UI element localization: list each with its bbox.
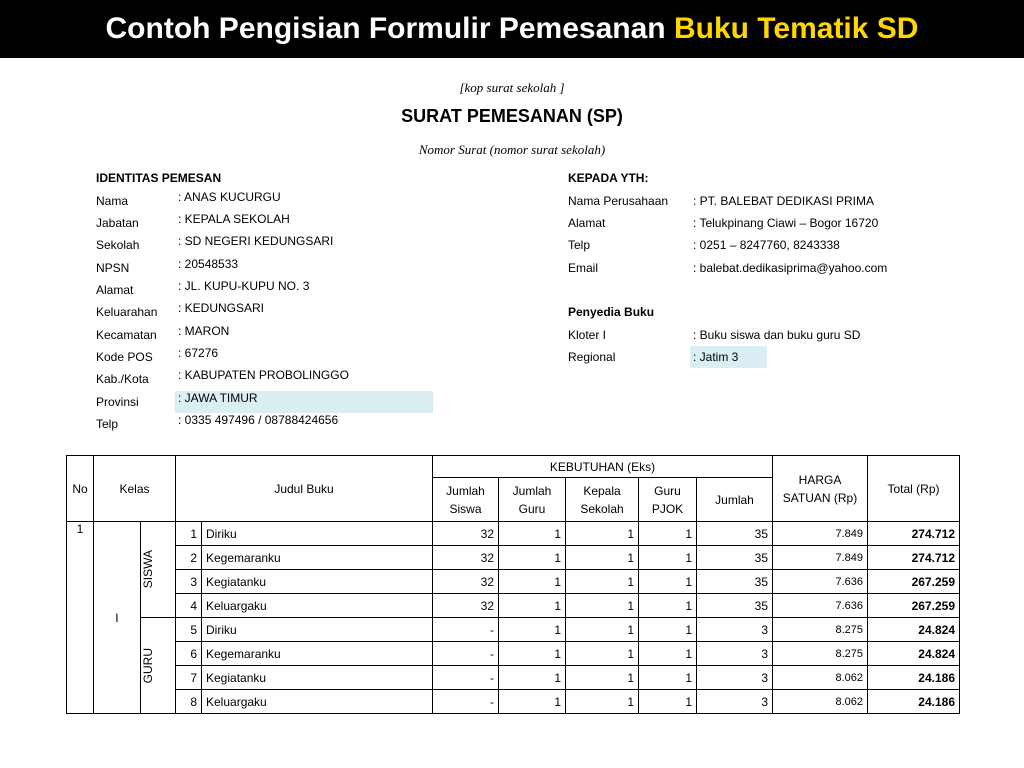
book-title: Kegemaranku — [202, 546, 433, 570]
kepala-sekolah: 1 — [566, 642, 639, 666]
jumlah: 3 — [697, 618, 773, 642]
field-label: Nama — [96, 194, 129, 208]
jumlah: 35 — [697, 522, 773, 546]
book-num: 4 — [176, 594, 202, 618]
jumlah: 3 — [697, 690, 773, 714]
group-cell — [140, 522, 175, 618]
table-row — [67, 594, 960, 618]
jumlah-guru: 1 — [499, 522, 566, 546]
table-row — [67, 570, 960, 594]
book-num: 5 — [176, 618, 202, 642]
field-label: Kab./Kota — [96, 372, 149, 386]
guru-pjok: 1 — [639, 594, 697, 618]
guru-pjok: 1 — [639, 618, 697, 642]
book-num: 6 — [176, 642, 202, 666]
letter-number: Nomor Surat (nomor surat sekolah) — [418, 142, 606, 157]
table-row — [67, 690, 960, 714]
harga-satuan: 7.849 — [773, 546, 868, 570]
jumlah-siswa: - — [433, 690, 499, 714]
jumlah-siswa: 32 — [433, 522, 499, 546]
col-no: No — [67, 456, 94, 522]
jumlah-guru: 1 — [499, 594, 566, 618]
letterhead-placeholder: [kop surat sekolah ] — [459, 80, 565, 95]
field-label: Jabatan — [96, 216, 139, 230]
group-guru: GURU — [140, 647, 155, 684]
col-guru-pjok: Guru PJOK — [639, 478, 697, 522]
col-kelas: Kelas — [94, 456, 176, 522]
book-num: 7 — [176, 666, 202, 690]
field-value: : JAWA TIMUR — [178, 391, 258, 405]
col-kepala-sekolah: Kepala Sekolah — [566, 478, 639, 522]
field-value: : 67276 — [178, 346, 219, 360]
col-jumlah-guru: Jumlah Guru — [499, 478, 566, 522]
jumlah-guru: 1 — [499, 666, 566, 690]
table-row — [67, 666, 960, 690]
jumlah: 3 — [697, 642, 773, 666]
harga-satuan: 7.849 — [773, 522, 868, 546]
field-label: NPSN — [96, 261, 130, 275]
harga-satuan: 7.636 — [773, 594, 868, 618]
field-label: Telp — [568, 238, 591, 252]
total: 24.824 — [868, 618, 960, 642]
book-title: Diriku — [202, 618, 433, 642]
book-num: 8 — [176, 690, 202, 714]
book-title: Kegemaranku — [202, 642, 433, 666]
book-title: Diriku — [202, 522, 433, 546]
guru-pjok: 1 — [639, 666, 697, 690]
field-value: : SD NEGERI KEDUNGSARI — [178, 234, 334, 248]
harga-satuan: 8.275 — [773, 618, 868, 642]
identitas-heading: IDENTITAS PEMESAN — [96, 171, 222, 185]
penyedia-heading: Penyedia Buku — [568, 305, 655, 319]
jumlah: 35 — [697, 594, 773, 618]
field-label: Sekolah — [96, 238, 140, 252]
order-table — [66, 455, 960, 714]
field-value: : 20548533 — [178, 257, 239, 271]
total: 267.259 — [868, 594, 960, 618]
field-value: : PT. BALEBAT DEDIKASI PRIMA — [693, 194, 874, 208]
book-title: Kegiatanku — [202, 666, 433, 690]
table-row — [67, 546, 960, 570]
harga-satuan: 8.062 — [773, 690, 868, 714]
kepala-sekolah: 1 — [566, 666, 639, 690]
jumlah: 35 — [697, 570, 773, 594]
field-value: : balebat.dedikasiprima@yahoo.com — [693, 261, 888, 275]
guru-pjok: 1 — [639, 570, 697, 594]
row-no: 1 — [67, 522, 94, 714]
col-jumlah: Jumlah — [697, 478, 773, 522]
title-highlight: Buku Tematik SD — [673, 12, 919, 45]
book-title: Kegiatanku — [202, 570, 433, 594]
jumlah-guru: 1 — [499, 618, 566, 642]
jumlah-guru: 1 — [499, 690, 566, 714]
jumlah-siswa: - — [433, 642, 499, 666]
jumlah-siswa: - — [433, 618, 499, 642]
field-label: Email — [568, 261, 599, 275]
table-row — [67, 642, 960, 666]
field-label: Regional — [568, 350, 616, 364]
col-total: Total (Rp) — [868, 456, 960, 522]
guru-pjok: 1 — [639, 642, 697, 666]
field-label: Alamat — [568, 216, 606, 230]
field-value: : KEDUNGSARI — [178, 301, 265, 315]
jumlah-guru: 1 — [499, 570, 566, 594]
harga-satuan: 8.275 — [773, 642, 868, 666]
field-value: : Telukpinang Ciawi – Bogor 16720 — [693, 216, 879, 230]
book-title: Keluargaku — [202, 594, 433, 618]
harga-satuan: 7.636 — [773, 570, 868, 594]
total: 24.824 — [868, 642, 960, 666]
letter-title: SURAT PEMESANAN (SP) — [401, 106, 623, 126]
guru-pjok: 1 — [639, 690, 697, 714]
jumlah-guru: 1 — [499, 546, 566, 570]
field-value: : KABUPATEN PROBOLINGGO — [178, 368, 349, 382]
field-label: Keluarahan — [96, 305, 158, 319]
kepada-heading: KEPADA YTH: — [568, 171, 649, 185]
guru-pjok: 1 — [639, 546, 697, 570]
kepala-sekolah: 1 — [566, 570, 639, 594]
field-label: Alamat — [96, 283, 134, 297]
jumlah-siswa: 32 — [433, 570, 499, 594]
jumlah-siswa: - — [433, 666, 499, 690]
group-cell — [140, 618, 175, 714]
book-title: Keluargaku — [202, 690, 433, 714]
kepala-sekolah: 1 — [566, 522, 639, 546]
jumlah-siswa: 32 — [433, 594, 499, 618]
total: 274.712 — [868, 546, 960, 570]
kelas-cell: I — [94, 522, 141, 714]
total: 267.259 — [868, 570, 960, 594]
col-harga: HARGA SATUAN (Rp) — [773, 456, 868, 522]
field-label: Kecamatan — [96, 328, 157, 342]
kepala-sekolah: 1 — [566, 594, 639, 618]
kepala-sekolah: 1 — [566, 546, 639, 570]
book-num: 3 — [176, 570, 202, 594]
field-value: : ANAS KUCURGU — [178, 190, 281, 204]
field-value: : 0251 – 8247760, 8243338 — [693, 238, 840, 252]
field-label: Kloter I — [568, 328, 607, 342]
book-num: 1 — [176, 522, 202, 546]
slide-title — [0, 0, 1024, 58]
field-label: Kode POS — [96, 350, 153, 364]
field-label: Nama Perusahaan — [568, 194, 669, 208]
total: 24.186 — [868, 666, 960, 690]
col-jumlah-siswa: Jumlah Siswa — [433, 478, 499, 522]
field-label: Provinsi — [96, 395, 139, 409]
kepala-sekolah: 1 — [566, 618, 639, 642]
field-value: : Buku siswa dan buku guru SD — [693, 328, 861, 342]
harga-satuan: 8.062 — [773, 666, 868, 690]
col-kebutuhan: KEBUTUHAN (Eks) — [433, 456, 773, 478]
table-row — [67, 618, 960, 642]
total: 24.186 — [868, 690, 960, 714]
field-value: : 0335 497496 / 08788424656 — [178, 413, 339, 427]
jumlah-siswa: 32 — [433, 546, 499, 570]
field-value: : Jatim 3 — [693, 350, 739, 364]
field-value: : KEPALA SEKOLAH — [178, 212, 290, 226]
jumlah-guru: 1 — [499, 642, 566, 666]
jumlah: 3 — [697, 666, 773, 690]
title-part1: Contoh Pengisian Formulir Pemesanan — [105, 12, 666, 45]
guru-pjok: 1 — [639, 522, 697, 546]
jumlah: 35 — [697, 546, 773, 570]
table-row — [67, 522, 960, 546]
field-label: Telp — [96, 417, 119, 431]
field-value: : MARON — [178, 324, 230, 338]
group-siswa: SISWA — [140, 550, 155, 589]
book-num: 2 — [176, 546, 202, 570]
field-value: : JL. KUPU-KUPU NO. 3 — [178, 279, 310, 293]
total: 274.712 — [868, 522, 960, 546]
kepala-sekolah: 1 — [566, 690, 639, 714]
col-judul: Judul Buku — [176, 456, 433, 522]
